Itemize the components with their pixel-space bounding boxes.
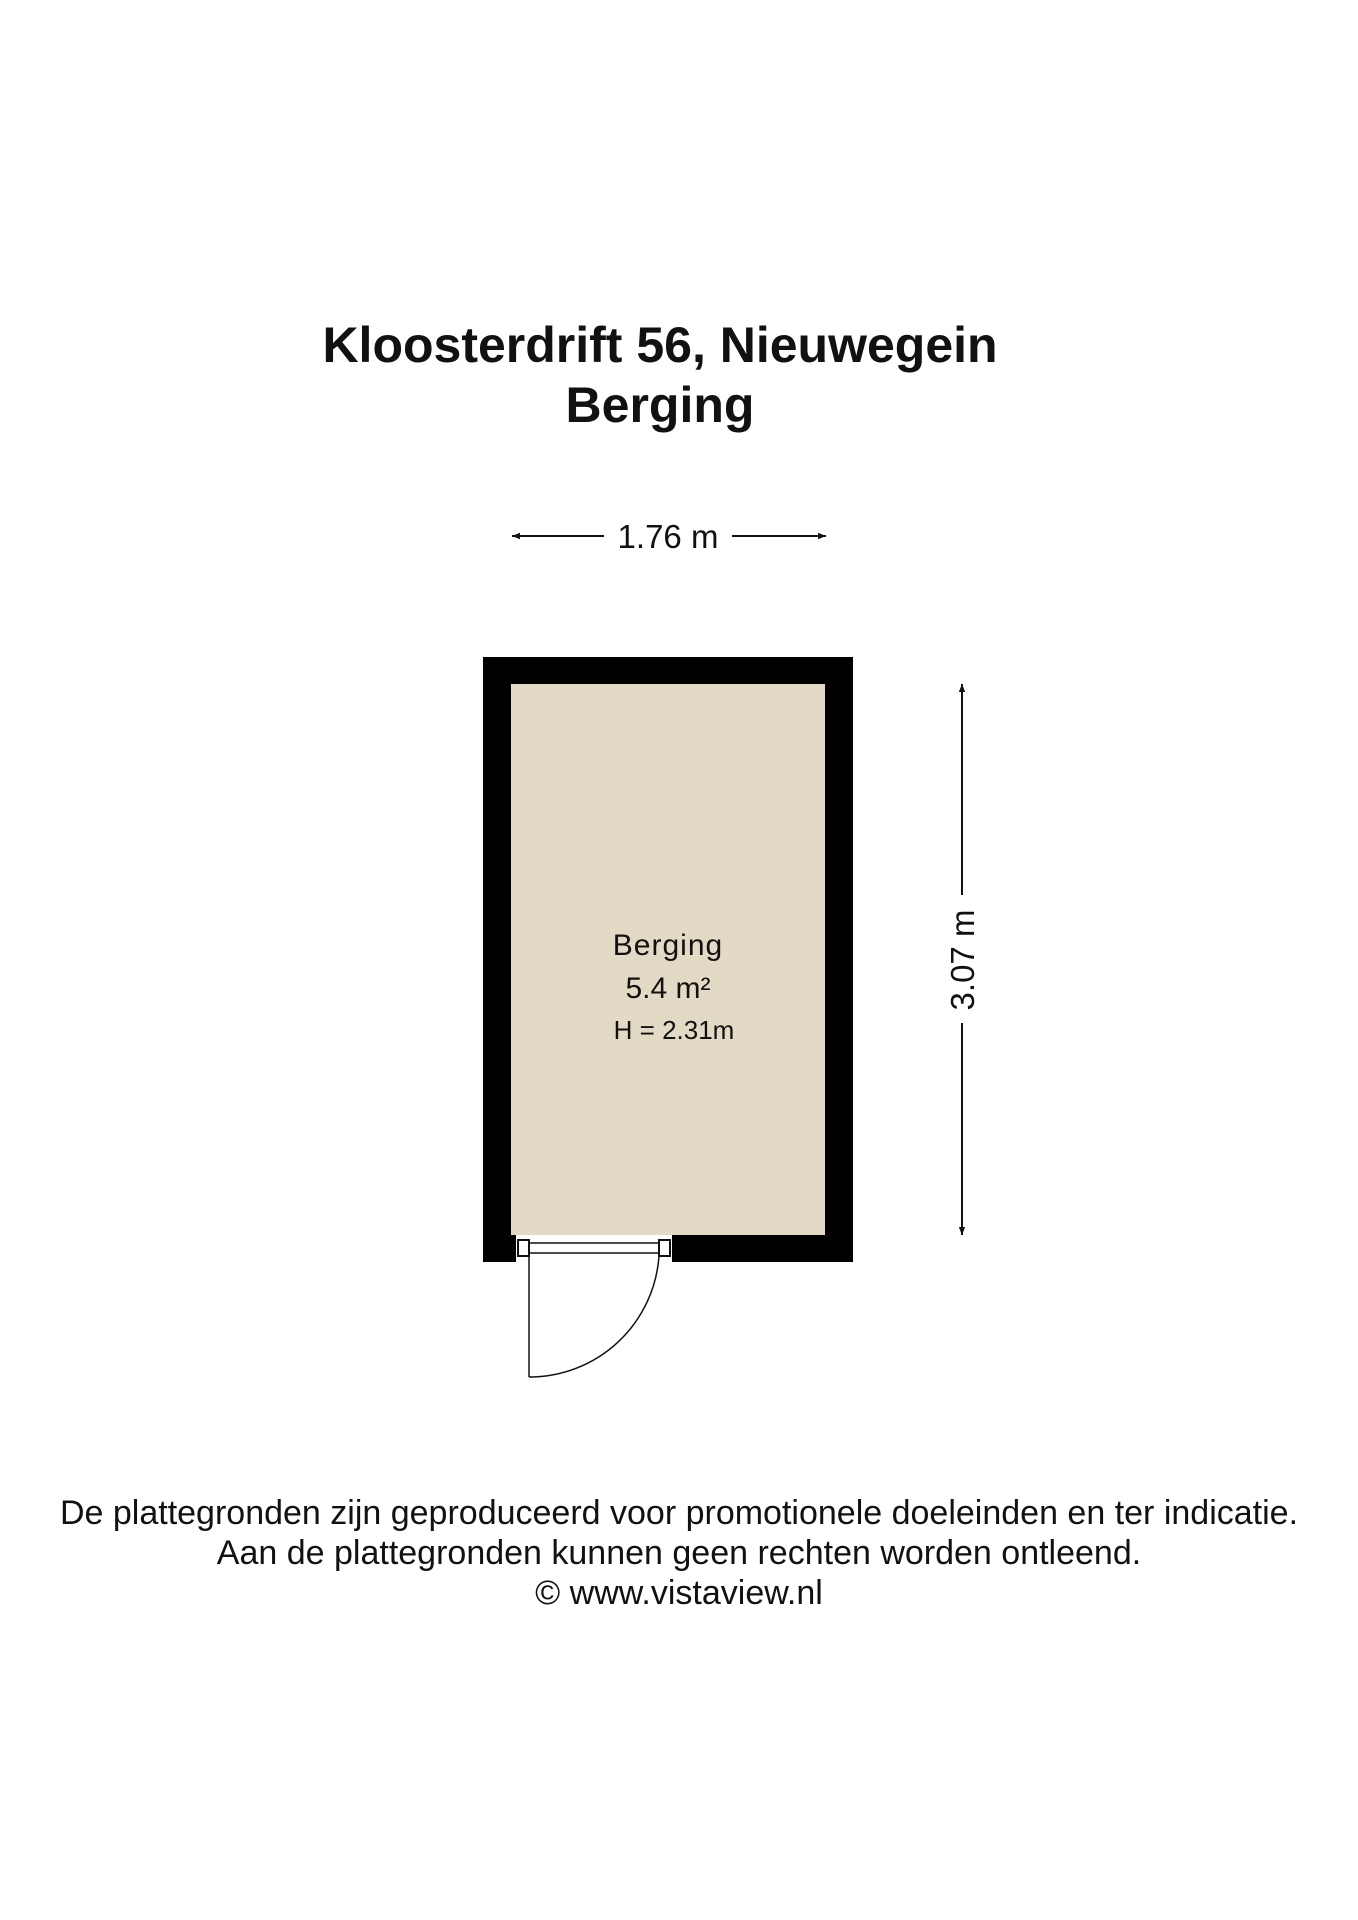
plan-address-title: Kloosterdrift 56, Nieuwegein	[322, 317, 998, 373]
disclaimer-line-2: Aan de plattegronden kunnen geen rechten worden ontleend.	[216, 1534, 1142, 1572]
door-opening	[516, 1235, 672, 1264]
plan-floor-title: Berging	[565, 377, 755, 433]
width-dimension-label: 1.76 m	[617, 518, 719, 555]
length-dimension	[944, 684, 981, 1235]
room-name-label: Berging	[612, 929, 724, 962]
door-swing-arc	[529, 1256, 659, 1377]
width-dimension	[512, 518, 826, 555]
disclaimer-line-1: De plattegronden zijn geproduceerd voor promotionele doeleinden en ter indicatie.	[59, 1494, 1299, 1532]
room-area-label: 5.4 m²	[625, 972, 711, 1005]
copyright-line: © www.vistaview.nl	[535, 1574, 823, 1612]
length-dimension-label: 3.07 m	[944, 909, 981, 1011]
room-height-label: H = 2.31m	[613, 1015, 735, 1045]
